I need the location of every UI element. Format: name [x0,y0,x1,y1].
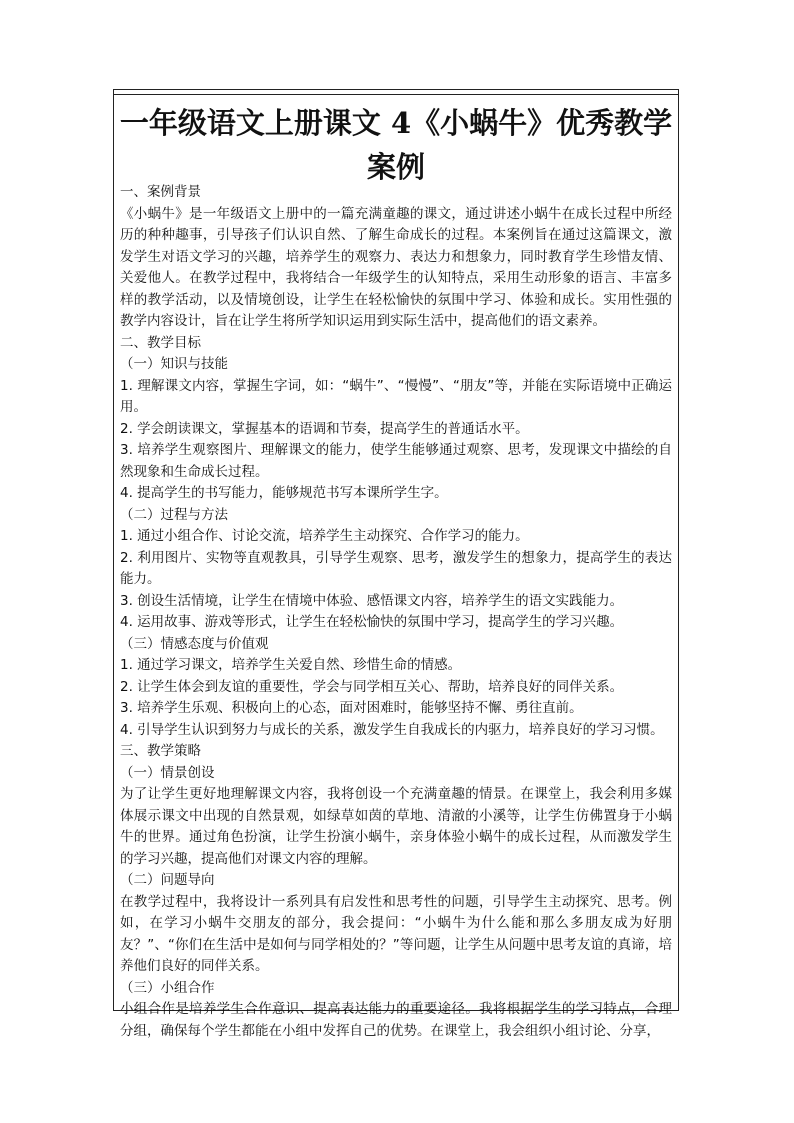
list-item: 3. 创设生活情境，让学生在情境中体验、感悟课文内容，培养学生的语文实践能力。 [120,592,624,609]
paragraph: 《小蜗牛》是一年级语文上册中的一篇充满童趣的课文，通过讲述小蜗牛在成长过程中所经历的种种趣事，引导孩子们认识自然、了解生命成长的过程。本案例旨在通过这篇课文，激发学生对语文学习的兴趣，培养学生的观察力、表达力和想象力，同时教育学生珍惜友情、关爱他人。在教学过程中，我将结合一年级学生的认知特点，采用生动形象的语言、丰富多样的教学活动，以及情境创设，让学生在轻松愉快的氛围中学习、体验和成长。实用性强的教学内容设计，旨在让学生将所学知识运用到实际生活中，提高他们的语文素养。 [120,205,672,329]
paragraph: 在教学过程中，我将设计一系列具有启发性和思考性的问题，引导学生主动探究、思考。例如，在学习小蜗牛交朋友的部分，我会提问：“小蜗牛为什么能和那么多朋友成为好朋友？”、“你们在生活中是如何与同学相处的？”等问题，让学生从问题中思考友谊的真谛，培养他们良好的同伴关系。 [120,893,672,974]
list-item: 1. 通过学习课文，培养学生关爱自然、珍惜生命的情感。 [120,657,462,673]
list-item: 2. 让学生体会到友谊的重要性，学会与同学相互关心、帮助，培养良好的同伴关系。 [120,678,624,695]
list-item: 4. 引导学生认识到努力与成长的关系，激发学生自我成长的内驱力，培养良好的学习习惯。 [120,721,664,738]
subsection-heading: （一）情景创设 [120,764,215,781]
subsection-heading: （三）小组合作 [120,979,215,996]
subsection-heading: （一）知识与技能 [120,356,228,372]
subsection-heading: （三）情感态度与价值观 [120,635,269,652]
section-heading: 一、案例背景 [120,184,201,200]
document-frame [113,89,679,1039]
subsection-heading: （二）过程与方法 [120,506,228,523]
list-item: 2. 学会朗读课文，掌握基本的语调和节奏，提高学生的普通话水平。 [120,420,529,437]
list-item: 4. 提高学生的书写能力，能够规范书写本课所学生字。 [120,485,448,501]
subsection-heading: （二）问题导向 [120,872,215,888]
list-item: 1. 通过小组合作、讨论交流，培养学生主动探究、合作学习的能力。 [120,528,529,544]
paragraph: 小组合作是培养学生合作意识、提高表达能力的重要途径。我将根据学生的学习特点，合理分组，确保每个学生都能在小组中发挥自己的优势。在课堂上，我会组织小组讨论、分享， [120,1001,672,1039]
list-item: 2. 利用图片、实物等直观教具，引导学生观察、思考，激发学生的想象力，提高学生的表达能力。 [120,549,672,587]
section-heading: 二、教学目标 [120,334,201,351]
section-heading: 三、教学策略 [120,743,201,759]
document-body [120,182,672,1042]
list-item: 3. 培养学生乐观、积极向上的心态，面对困难时，能够坚持不懈、勇往直前。 [120,700,583,716]
page-title: 一年级语文上册课文 4《小蜗牛》优秀教学案例 [119,106,673,184]
paragraph: 为了让学生更好地理解课文内容，我将创设一个充满童趣的情景。在课堂上，我会利用多媒体展示课文中出现的自然景观，如绿草如茵的草地、清澈的小溪等，让学生仿佛置身于小蜗牛的世界。通过角色扮演，让学生扮演小蜗牛，亲身体验小蜗牛的成长过程，从而激发学生的学习兴趣，提高他们对课文内容的理解。 [120,786,672,867]
list-item: 1. 理解课文内容，掌握生字词，如：“蜗牛”、“慢慢”、“朋友”等，并能在实际语境中正确运用。 [120,377,672,415]
list-item: 3. 培养学生观察图片、理解课文的能力，使学生能够通过观察、思考，发现课文中描绘的自然现象和生命成长过程。 [120,442,672,480]
list-item: 4. 运用故事、游戏等形式，让学生在轻松愉快的氛围中学习，提高学生的学习兴趣。 [120,614,624,630]
